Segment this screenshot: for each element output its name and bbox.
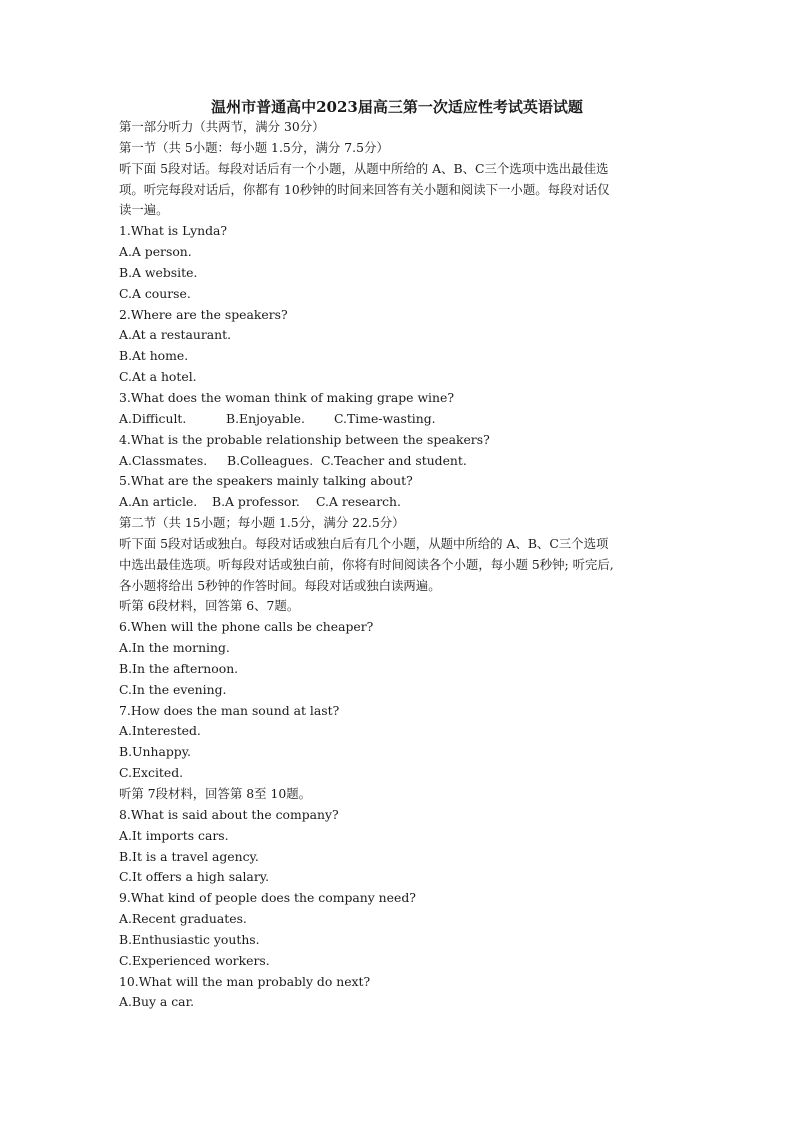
question-text: 2.Where are the speakers? [119,306,288,322]
option-text: C.A research. [316,494,401,510]
option-text: B.It is a travel agency. [119,848,259,864]
exam-body [119,117,679,1013]
question-text: 1.What is Lynda? [119,223,228,239]
instruction-text: 听第 7段材料，回答第 8至 10题。 [119,786,312,801]
option-text: A.At a restaurant. [119,327,232,343]
exam-title: 温州市普通高中2023届高三第一次适应性考试英语试题 [211,98,583,116]
option-text: A.Buy a car. [119,994,195,1010]
option-text: A.Classmates. [119,452,208,468]
instruction-text: 读一遍。 [119,202,169,218]
option-text: A.Difficult. [119,410,187,426]
option-text: C.Experienced workers. [119,952,270,968]
option-text: C.Excited. [119,765,184,781]
question-text: 9.What kind of people does the company need? [119,890,416,906]
option-row [119,409,679,430]
option-row [119,492,679,513]
option-text: A.Recent graduates. [119,911,247,927]
option-text: B.Enjoyable. [226,410,305,426]
instruction-text: 各小题将给出 5秒钟的作答时间。每段对话或独白读两遍。 [119,577,441,593]
section-heading: 第二节（共 15小题；每小题 1.5分，满分 22.5分） [119,515,405,531]
section-heading: 第一部分听力（共两节，满分 30分） [119,119,325,134]
question-text: 10.What will the man probably do next? [119,973,371,989]
option-text: C.A course. [119,285,191,301]
question-text: 6.When will the phone calls be cheaper? [119,619,374,635]
option-text: A.It imports cars. [119,827,229,843]
instruction-text: 中选出最佳选项。听每段对话或独白前，你将有时间阅读各个小题，每小题 5秒钟; 听完后, [119,556,614,572]
instruction-text: 听第 6段材料，回答第 6、7题。 [119,598,300,614]
option-text: B.Enthusiastic youths. [119,931,260,947]
option-row [119,451,679,472]
option-text: B.Colleagues. [227,452,314,468]
section-heading: 第一节（共 5小题：每小题 1.5分，满分 7.5分） [119,139,389,155]
question-text: 7.How does the man sound at last? [119,702,340,718]
option-text: A.Interested. [119,723,201,739]
option-text: C.Teacher and student. [321,452,467,468]
option-text: A.A person. [119,244,192,260]
question-text: 3.What does the woman think of making grape wine? [119,389,454,405]
option-text: B.At home. [119,348,189,364]
question-text: 5.What are the speakers mainly talking about? [119,473,413,489]
option-text: B.A website. [119,264,198,280]
option-text: B.A professor. [212,494,300,510]
option-text: A.An article. [119,494,198,510]
option-text: C.Time-wasting. [334,410,436,426]
instruction-text: 听下面 5段对话。每段对话后有一个小题，从题中所给的 A、B、C三个选项中选出最佳选 [119,160,609,176]
option-text: B.Unhappy. [119,744,191,760]
instruction-text: 项。听完每段对话后，你都有 10秒钟的时间来回答有关小题和阅读下一小题。每段对话仅 [119,181,610,197]
option-text: C.At a hotel. [119,369,197,385]
option-text: C.In the evening. [119,681,227,697]
option-text: C.It offers a high salary. [119,869,270,885]
instruction-text: 听下面 5段对话或独白。每段对话或独白后有几个小题，从题中所给的 A、B、C三个选项 [119,535,609,551]
question-text: 4.What is the probable relationship between the speakers? [119,431,490,447]
question-text: 8.What is said about the company? [119,806,339,822]
option-text: B.In the afternoon. [119,660,239,676]
option-text: A.In the morning. [119,640,230,656]
